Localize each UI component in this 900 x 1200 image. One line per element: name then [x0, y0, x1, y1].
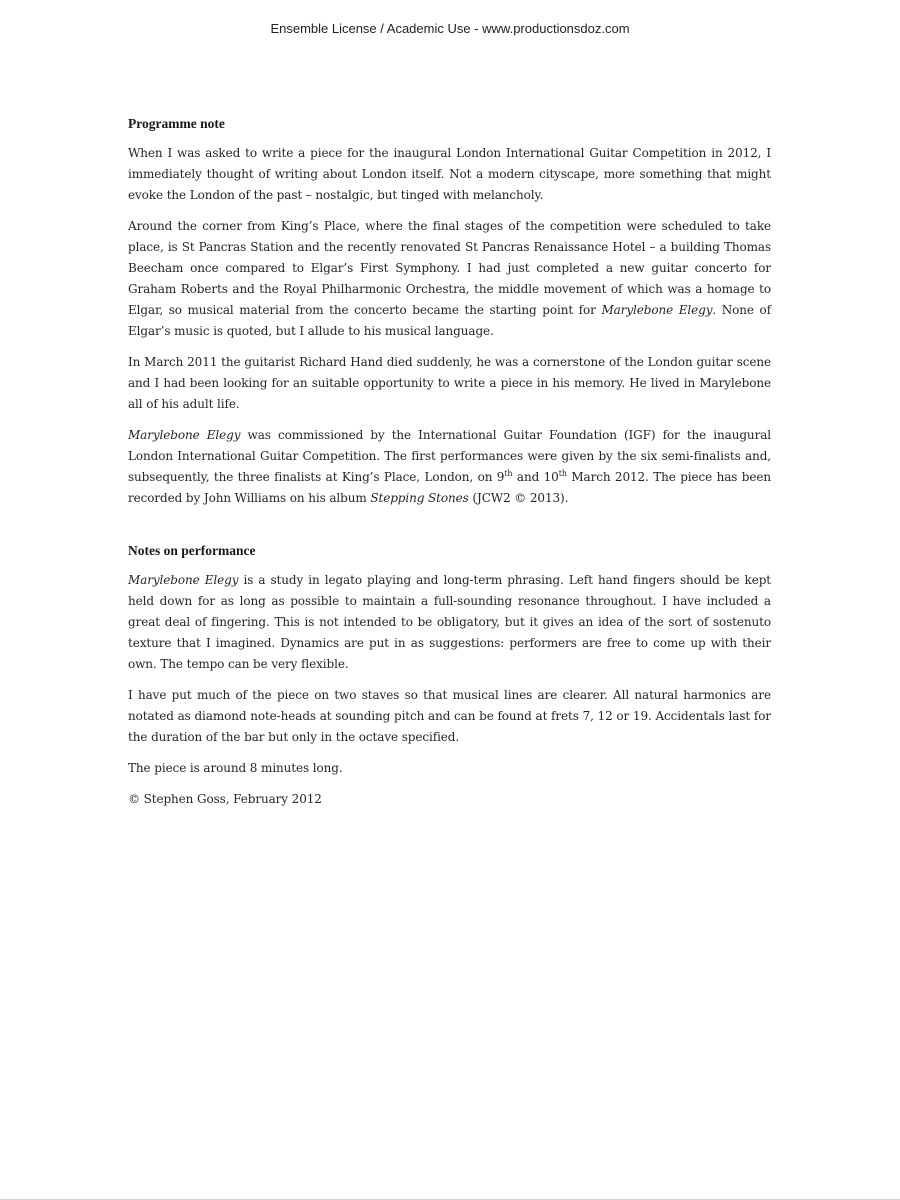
work-title: Marylebone Elegy — [601, 303, 713, 317]
work-title: Marylebone Elegy — [128, 573, 239, 587]
paragraph-text: March 2012. The piece has been recorded by John Williams on his album — [128, 470, 771, 505]
performance-notes-paragraph-3: The piece is around 8 minutes long. — [128, 761, 343, 775]
performance-notes-paragraph-1 — [128, 570, 771, 675]
paragraph-text: . None of Elgar’s music is quoted, but I allude to his musical language. — [128, 303, 771, 338]
ordinal-suffix: th — [504, 469, 513, 478]
paragraph-text: and 10 — [512, 470, 559, 484]
paragraph-text: (JCW2 © 2013). — [468, 491, 569, 505]
programme-note-paragraph-4 — [128, 425, 771, 509]
work-title: Marylebone Elegy — [128, 428, 241, 442]
album-title: Stepping Stones — [370, 491, 469, 505]
performance-notes-heading: Notes on performance — [128, 543, 256, 558]
programme-note-paragraph-2 — [128, 216, 771, 342]
programme-note-paragraph-3: In March 2011 the guitarist Richard Hand died suddenly, he was a cornerstone of the London guitar scene and I had been looking for an suitable opportunity to write a piece in his memory. He lived in Marylebone all of his adult life. — [128, 355, 771, 411]
license-header: Ensemble License / Academic Use - www.productionsdoz.com — [270, 21, 630, 36]
copyright-signature: © Stephen Goss, February 2012 — [128, 792, 322, 806]
paragraph-text: was commissioned by the International Guitar Foundation (IGF) for the inaugural London International Guitar Competition. The first performances were given by the six semi-finalists and, subsequently, the three finalists at King’s Place, London, on 9 — [128, 428, 771, 484]
ordinal-suffix: th — [558, 469, 567, 478]
paragraph-text: is a study in legato playing and long-term phrasing. Left hand fingers should be kept held down for as long as possible to maintain a full-sounding resonance throughout. I have included a great deal of fingering. This is not intended to be obligatory, but it gives an idea of the sort of sostenuto texture that I imagined. Dynamics are put in as suggestions: performers are free to come up with their own. The tempo can be very flexible. — [128, 573, 771, 671]
paragraph-text: Around the corner from King’s Place, where the final stages of the competition were scheduled to take place, is St Pancras Station and the recently renovated St Pancras Renaissance Hotel – a building Thomas Beecham once compared to Elgar’s First Symphony. I had just completed a new guitar concerto for Graham Roberts and the Royal Philharmonic Orchestra, the middle movement of which was a homage to Elgar, so musical material from the concerto became the starting point for — [128, 219, 771, 317]
document-body — [128, 116, 771, 820]
performance-notes-section — [128, 543, 771, 810]
programme-note-heading: Programme note — [128, 116, 225, 131]
programme-note-paragraph-1: When I was asked to write a piece for the inaugural London International Guitar Competition in 2012, I immediately thought of writing about London itself. Not a modern cityscape, more something that might evoke the London of the past – nostalgic, but tinged with melancholy. — [128, 146, 771, 202]
performance-notes-paragraph-2: I have put much of the piece on two staves so that musical lines are clearer. All natural harmonics are notated as diamond note-heads at sounding pitch and can be found at frets 7, 12 or 19. Accidentals last for the duration of the bar but only in the octave specified. — [128, 688, 771, 744]
